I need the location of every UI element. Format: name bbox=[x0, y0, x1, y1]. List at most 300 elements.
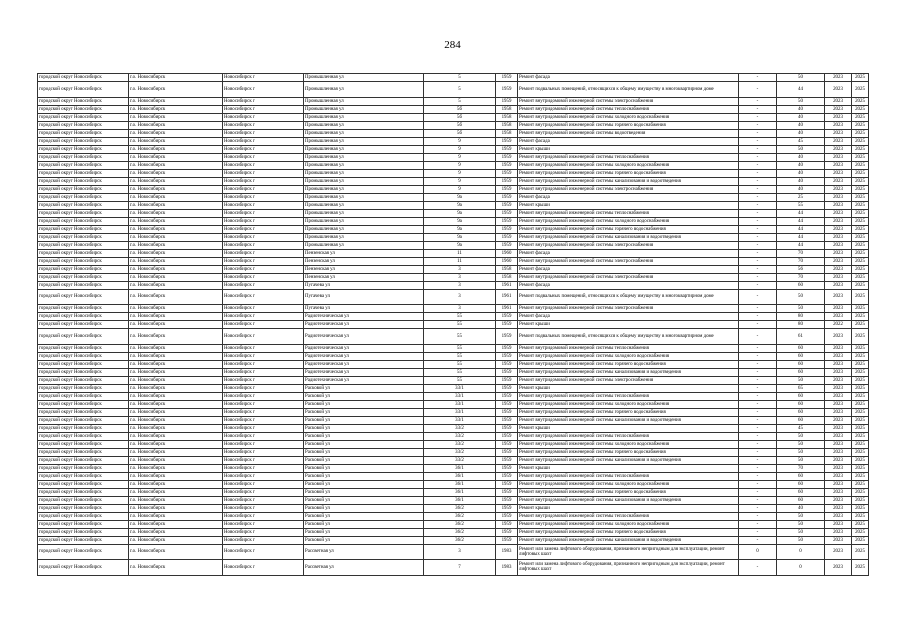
cell-year: 1959 bbox=[496, 74, 518, 82]
cell-start-year: 2023 bbox=[825, 82, 852, 98]
cell-start-year: 2023 bbox=[825, 360, 852, 368]
cell-start-year: 2023 bbox=[825, 512, 852, 520]
table-row bbox=[38, 241, 869, 249]
cell-cost: - bbox=[739, 137, 777, 145]
cell-settlement: г.о. Новосибирск bbox=[129, 528, 223, 536]
cell-year: 1959 bbox=[496, 145, 518, 153]
cell-year: 1959 bbox=[496, 376, 518, 384]
cell-volume: 61 bbox=[777, 329, 825, 345]
cell-work-type: Ремонт фасада bbox=[518, 313, 739, 321]
cell-city: Новосибирск г bbox=[223, 129, 304, 137]
cell-settlement: г.о. Новосибирск bbox=[129, 265, 223, 273]
table-row bbox=[38, 488, 869, 496]
cell-volume: 60 bbox=[777, 360, 825, 368]
cell-volume: 50 bbox=[777, 512, 825, 520]
table-row bbox=[38, 344, 869, 352]
cell-end-year: 2025 bbox=[852, 376, 869, 384]
cell-work-type: Ремонт внутридомовой инженерной системы канализования и водоотведения bbox=[518, 496, 739, 504]
table-row bbox=[38, 97, 869, 105]
cell-year: 1959 bbox=[496, 241, 518, 249]
cell-house: 9а bbox=[424, 233, 496, 241]
cell-volume: 50 bbox=[777, 536, 825, 544]
cell-work-type: Ремонт подвальных помещений, относящихся к общему имуществу в многоквартирном доме bbox=[518, 82, 739, 98]
cell-street: Пугачева ул bbox=[304, 281, 424, 289]
cell-start-year: 2023 bbox=[825, 225, 852, 233]
cell-end-year: 2025 bbox=[852, 169, 869, 177]
cell-volume: 60 bbox=[777, 400, 825, 408]
cell-work-type: Ремонт внутридомовой инженерной системы холодного водоснабжения bbox=[518, 440, 739, 448]
cell-municipality: городской округ Новосибирск bbox=[38, 536, 129, 544]
cell-work-type: Ремонт внутридомовой инженерной системы водоотведения bbox=[518, 129, 739, 137]
cell-settlement: г.о. Новосибирск bbox=[129, 233, 223, 241]
cell-end-year: 2025 bbox=[852, 113, 869, 121]
table-row bbox=[38, 209, 869, 217]
cell-street: Расковой ул bbox=[304, 464, 424, 472]
cell-work-type: Ремонт внутридомовой инженерной системы теплоснабжения bbox=[518, 472, 739, 480]
cell-city: Новосибирск г bbox=[223, 416, 304, 424]
cell-end-year: 2025 bbox=[852, 456, 869, 464]
cell-start-year: 2023 bbox=[825, 153, 852, 161]
cell-street: Промышленная ул bbox=[304, 209, 424, 217]
cell-start-year: 2023 bbox=[825, 504, 852, 512]
cell-cost: - bbox=[739, 321, 777, 329]
cell-street: Пугачева ул bbox=[304, 289, 424, 305]
cell-volume: 40 bbox=[777, 169, 825, 177]
cell-settlement: г.о. Новосибирск bbox=[129, 129, 223, 137]
cell-year: 1959 bbox=[496, 368, 518, 376]
cell-cost: - bbox=[739, 82, 777, 98]
cell-start-year: 2023 bbox=[825, 177, 852, 185]
cell-municipality: городской округ Новосибирск bbox=[38, 512, 129, 520]
cell-work-type: Ремонт внутридомовой инженерной системы горячего водоснабжения bbox=[518, 225, 739, 233]
cell-street: Пензенская ул bbox=[304, 273, 424, 281]
cell-city: Новосибирск г bbox=[223, 313, 304, 321]
cell-settlement: г.о. Новосибирск bbox=[129, 488, 223, 496]
cell-municipality: городской округ Новосибирск bbox=[38, 161, 129, 169]
cell-settlement: г.о. Новосибирск bbox=[129, 536, 223, 544]
cell-city: Новосибирск г bbox=[223, 464, 304, 472]
cell-house: 5б bbox=[424, 105, 496, 113]
cell-volume: 50 bbox=[777, 145, 825, 153]
table-row bbox=[38, 329, 869, 345]
cell-settlement: г.о. Новосибирск bbox=[129, 241, 223, 249]
cell-year: 1959 bbox=[496, 169, 518, 177]
table-row bbox=[38, 392, 869, 400]
cell-end-year: 2025 bbox=[852, 496, 869, 504]
cell-volume: 0 bbox=[777, 544, 825, 560]
cell-cost: - bbox=[739, 400, 777, 408]
cell-house: 36/2 bbox=[424, 520, 496, 528]
cell-municipality: городской округ Новосибирск bbox=[38, 177, 129, 185]
cell-municipality: городской округ Новосибирск bbox=[38, 544, 129, 560]
cell-work-type: Ремонт внутридомовой инженерной системы электроснабжения bbox=[518, 273, 739, 281]
cell-street: Радиотехническая ул bbox=[304, 352, 424, 360]
cell-start-year: 2023 bbox=[825, 472, 852, 480]
table-row bbox=[38, 153, 869, 161]
cell-cost: - bbox=[739, 432, 777, 440]
cell-city: Новосибирск г bbox=[223, 273, 304, 281]
cell-year: 1959 bbox=[496, 225, 518, 233]
cell-city: Новосибирск г bbox=[223, 233, 304, 241]
cell-city: Новосибирск г bbox=[223, 496, 304, 504]
cell-cost: - bbox=[739, 408, 777, 416]
table-row bbox=[38, 448, 869, 456]
cell-work-type: Ремонт крыши bbox=[518, 424, 739, 432]
cell-work-type: Ремонт внутридомовой инженерной системы горячего водоснабжения bbox=[518, 408, 739, 416]
cell-settlement: г.о. Новосибирск bbox=[129, 432, 223, 440]
table-row bbox=[38, 193, 869, 201]
cell-house: 33/2 bbox=[424, 440, 496, 448]
cell-settlement: г.о. Новосибирск bbox=[129, 464, 223, 472]
table-row bbox=[38, 129, 869, 137]
cell-street: Промышленная ул bbox=[304, 153, 424, 161]
cell-municipality: городской округ Новосибирск bbox=[38, 488, 129, 496]
cell-end-year: 2025 bbox=[852, 97, 869, 105]
cell-work-type: Ремонт фасада bbox=[518, 74, 739, 82]
cell-work-type: Ремонт фасада bbox=[518, 281, 739, 289]
cell-cost: - bbox=[739, 161, 777, 169]
cell-street: Радиотехническая ул bbox=[304, 368, 424, 376]
cell-municipality: городской округ Новосибирск bbox=[38, 97, 129, 105]
cell-settlement: г.о. Новосибирск bbox=[129, 201, 223, 209]
cell-start-year: 2023 bbox=[825, 488, 852, 496]
cell-cost: - bbox=[739, 217, 777, 225]
table-row bbox=[38, 560, 869, 576]
cell-municipality: городской округ Новосибирск bbox=[38, 225, 129, 233]
cell-end-year: 2025 bbox=[852, 225, 869, 233]
cell-settlement: г.о. Новосибирск bbox=[129, 321, 223, 329]
cell-end-year: 2025 bbox=[852, 233, 869, 241]
cell-city: Новосибирск г bbox=[223, 344, 304, 352]
cell-city: Новосибирск г bbox=[223, 360, 304, 368]
cell-house: 36/2 bbox=[424, 528, 496, 536]
cell-start-year: 2023 bbox=[825, 185, 852, 193]
cell-work-type: Ремонт внутридомовой инженерной системы холодного водоснабжения bbox=[518, 113, 739, 121]
table-row bbox=[38, 360, 869, 368]
cell-city: Новосибирск г bbox=[223, 376, 304, 384]
cell-settlement: г.о. Новосибирск bbox=[129, 496, 223, 504]
cell-street: Радиотехническая ул bbox=[304, 344, 424, 352]
cell-municipality: городской округ Новосибирск bbox=[38, 74, 129, 82]
cell-municipality: городской округ Новосибирск bbox=[38, 376, 129, 384]
cell-year: 1958 bbox=[496, 113, 518, 121]
cell-work-type: Ремонт фасада bbox=[518, 137, 739, 145]
cell-city: Новосибирск г bbox=[223, 97, 304, 105]
cell-municipality: городской округ Новосибирск bbox=[38, 129, 129, 137]
cell-settlement: г.о. Новосибирск bbox=[129, 424, 223, 432]
cell-year: 1959 bbox=[496, 416, 518, 424]
cell-house: 55 bbox=[424, 376, 496, 384]
cell-street: Расковой ул bbox=[304, 400, 424, 408]
cell-settlement: г.о. Новосибирск bbox=[129, 480, 223, 488]
cell-start-year: 2023 bbox=[825, 480, 852, 488]
cell-volume: 50 bbox=[777, 74, 825, 82]
cell-municipality: городской округ Новосибирск bbox=[38, 384, 129, 392]
cell-start-year: 2023 bbox=[825, 344, 852, 352]
cell-end-year: 2025 bbox=[852, 273, 869, 281]
cell-cost: - bbox=[739, 528, 777, 536]
cell-volume: 44 bbox=[777, 82, 825, 98]
cell-year: 1959 bbox=[496, 384, 518, 392]
table-row bbox=[38, 544, 869, 560]
cell-year: 1959 bbox=[496, 233, 518, 241]
cell-year: 1959 bbox=[496, 520, 518, 528]
cell-settlement: г.о. Новосибирск bbox=[129, 512, 223, 520]
cell-house: 33/2 bbox=[424, 456, 496, 464]
cell-start-year: 2023 bbox=[825, 289, 852, 305]
cell-end-year: 2025 bbox=[852, 281, 869, 289]
cell-start-year: 2023 bbox=[825, 520, 852, 528]
cell-volume: 40 bbox=[777, 105, 825, 113]
cell-end-year: 2025 bbox=[852, 512, 869, 520]
cell-house: 5б bbox=[424, 121, 496, 129]
cell-volume: 60 bbox=[777, 408, 825, 416]
cell-municipality: городской округ Новосибирск bbox=[38, 145, 129, 153]
cell-cost: - bbox=[739, 424, 777, 432]
cell-volume: 44 bbox=[777, 241, 825, 249]
cell-volume: 44 bbox=[777, 209, 825, 217]
cell-house: 36/1 bbox=[424, 480, 496, 488]
cell-cost: - bbox=[739, 456, 777, 464]
cell-municipality: городской округ Новосибирск bbox=[38, 480, 129, 488]
cell-work-type: Ремонт внутридомовой инженерной системы электроснабжения bbox=[518, 257, 739, 265]
cell-settlement: г.о. Новосибирск bbox=[129, 392, 223, 400]
cell-cost: - bbox=[739, 289, 777, 305]
cell-street: Расковой ул bbox=[304, 424, 424, 432]
cell-work-type: Ремонт внутридомовой инженерной системы канализования и водоотведения bbox=[518, 416, 739, 424]
table-row bbox=[38, 257, 869, 265]
cell-street: Промышленная ул bbox=[304, 137, 424, 145]
cell-end-year: 2025 bbox=[852, 161, 869, 169]
cell-city: Новосибирск г bbox=[223, 209, 304, 217]
cell-end-year: 2025 bbox=[852, 129, 869, 137]
cell-city: Новосибирск г bbox=[223, 217, 304, 225]
cell-volume: 60 bbox=[777, 368, 825, 376]
cell-volume: 40 bbox=[777, 153, 825, 161]
cell-end-year: 2025 bbox=[852, 432, 869, 440]
cell-street: Промышленная ул bbox=[304, 177, 424, 185]
cell-end-year: 2025 bbox=[852, 424, 869, 432]
cell-work-type: Ремонт крыши bbox=[518, 201, 739, 209]
cell-city: Новосибирск г bbox=[223, 528, 304, 536]
cell-end-year: 2025 bbox=[852, 201, 869, 209]
cell-start-year: 2023 bbox=[825, 161, 852, 169]
cell-end-year: 2025 bbox=[852, 464, 869, 472]
cell-start-year: 2023 bbox=[825, 265, 852, 273]
cell-city: Новосибирск г bbox=[223, 392, 304, 400]
cell-street: Расковой ул bbox=[304, 416, 424, 424]
cell-house: 36/2 bbox=[424, 536, 496, 544]
cell-street: Промышленная ул bbox=[304, 145, 424, 153]
cell-work-type: Ремонт внутридомовой инженерной системы теплоснабжения bbox=[518, 344, 739, 352]
cell-house: 36/2 bbox=[424, 512, 496, 520]
cell-work-type: Ремонт внутридомовой инженерной системы холодного водоснабжения bbox=[518, 217, 739, 225]
cell-settlement: г.о. Новосибирск bbox=[129, 161, 223, 169]
cell-municipality: городской округ Новосибирск bbox=[38, 560, 129, 576]
cell-settlement: г.о. Новосибирск bbox=[129, 113, 223, 121]
cell-city: Новосибирск г bbox=[223, 82, 304, 98]
cell-volume: 50 bbox=[777, 432, 825, 440]
cell-work-type: Ремонт внутридомовой инженерной системы холодного водоснабжения bbox=[518, 400, 739, 408]
cell-municipality: городской округ Новосибирск bbox=[38, 329, 129, 345]
cell-house: 33/2 bbox=[424, 432, 496, 440]
cell-city: Новосибирск г bbox=[223, 137, 304, 145]
cell-city: Новосибирск г bbox=[223, 400, 304, 408]
cell-settlement: г.о. Новосибирск bbox=[129, 384, 223, 392]
cell-cost: - bbox=[739, 185, 777, 193]
cell-street: Радиотехническая ул bbox=[304, 321, 424, 329]
cell-start-year: 2023 bbox=[825, 352, 852, 360]
cell-house: 36/1 bbox=[424, 464, 496, 472]
cell-work-type: Ремонт внутридомовой инженерной системы горячего водоснабжения bbox=[518, 169, 739, 177]
page-number: 284 bbox=[444, 39, 461, 51]
cell-house: 5 bbox=[424, 97, 496, 105]
cell-cost: - bbox=[739, 241, 777, 249]
cell-settlement: г.о. Новосибирск bbox=[129, 360, 223, 368]
cell-street: Промышленная ул bbox=[304, 193, 424, 201]
cell-year: 1959 bbox=[496, 536, 518, 544]
cell-municipality: городской округ Новосибирск bbox=[38, 201, 129, 209]
cell-settlement: г.о. Новосибирск bbox=[129, 217, 223, 225]
cell-volume: 80 bbox=[777, 313, 825, 321]
cell-city: Новосибирск г bbox=[223, 153, 304, 161]
cell-volume: 40 bbox=[777, 129, 825, 137]
cell-municipality: городской округ Новосибирск bbox=[38, 448, 129, 456]
table-row bbox=[38, 82, 869, 98]
cell-city: Новосибирск г bbox=[223, 177, 304, 185]
table-row bbox=[38, 113, 869, 121]
cell-street: Расковой ул bbox=[304, 472, 424, 480]
cell-city: Новосибирск г bbox=[223, 536, 304, 544]
cell-volume: 50 bbox=[777, 456, 825, 464]
cell-work-type: Ремонт внутридомовой инженерной системы холодного водоснабжения bbox=[518, 480, 739, 488]
cell-municipality: городской округ Новосибирск bbox=[38, 424, 129, 432]
cell-cost: - bbox=[739, 121, 777, 129]
cell-house: 3 bbox=[424, 281, 496, 289]
cell-year: 1959 bbox=[496, 424, 518, 432]
cell-start-year: 2023 bbox=[825, 408, 852, 416]
cell-cost: - bbox=[739, 249, 777, 257]
cell-year: 1961 bbox=[496, 305, 518, 313]
cell-street: Расковой ул bbox=[304, 480, 424, 488]
cell-house: 33/2 bbox=[424, 448, 496, 456]
cell-year: 1959 bbox=[496, 217, 518, 225]
cell-year: 1961 bbox=[496, 289, 518, 305]
table-row bbox=[38, 432, 869, 440]
cell-year: 1959 bbox=[496, 185, 518, 193]
cell-year: 1959 bbox=[496, 408, 518, 416]
cell-city: Новосибирск г bbox=[223, 448, 304, 456]
cell-end-year: 2025 bbox=[852, 305, 869, 313]
cell-house: 11 bbox=[424, 257, 496, 265]
cell-volume: 50 bbox=[777, 440, 825, 448]
table-row bbox=[38, 185, 869, 193]
cell-year: 1959 bbox=[496, 488, 518, 496]
cell-start-year: 2023 bbox=[825, 201, 852, 209]
cell-end-year: 2025 bbox=[852, 241, 869, 249]
cell-end-year: 2025 bbox=[852, 321, 869, 329]
cell-house: 11 bbox=[424, 249, 496, 257]
cell-end-year: 2025 bbox=[852, 177, 869, 185]
cell-street: Расковой ул bbox=[304, 432, 424, 440]
cell-year: 1960 bbox=[496, 257, 518, 265]
cell-settlement: г.о. Новосибирск bbox=[129, 153, 223, 161]
cell-street: Расковой ул bbox=[304, 496, 424, 504]
cell-settlement: г.о. Новосибирск bbox=[129, 105, 223, 113]
cell-end-year: 2025 bbox=[852, 145, 869, 153]
cell-cost: - bbox=[739, 305, 777, 313]
cell-volume: 60 bbox=[777, 472, 825, 480]
cell-house: 9 bbox=[424, 161, 496, 169]
cell-settlement: г.о. Новосибирск bbox=[129, 440, 223, 448]
cell-volume: 60 bbox=[777, 281, 825, 289]
cell-house: 36/1 bbox=[424, 496, 496, 504]
cell-end-year: 2025 bbox=[852, 392, 869, 400]
cell-city: Новосибирск г bbox=[223, 121, 304, 129]
cell-city: Новосибирск г bbox=[223, 105, 304, 113]
cell-volume: 50 bbox=[777, 520, 825, 528]
cell-work-type: Ремонт внутридомовой инженерной системы канализования и водоотведения bbox=[518, 456, 739, 464]
table-row bbox=[38, 265, 869, 273]
cell-cost: - bbox=[739, 281, 777, 289]
cell-settlement: г.о. Новосибирск bbox=[129, 185, 223, 193]
cell-end-year: 2025 bbox=[852, 249, 869, 257]
cell-house: 55 bbox=[424, 344, 496, 352]
cell-cost: - bbox=[739, 153, 777, 161]
cell-municipality: городской округ Новосибирск bbox=[38, 305, 129, 313]
cell-cost: - bbox=[739, 329, 777, 345]
cell-settlement: г.о. Новосибирск bbox=[129, 472, 223, 480]
cell-street: Расковой ул bbox=[304, 536, 424, 544]
table-row bbox=[38, 273, 869, 281]
cell-cost: - bbox=[739, 416, 777, 424]
cell-city: Новосибирск г bbox=[223, 408, 304, 416]
cell-city: Новосибирск г bbox=[223, 305, 304, 313]
cell-start-year: 2023 bbox=[825, 400, 852, 408]
cell-volume: 25 bbox=[777, 193, 825, 201]
cell-settlement: г.о. Новосибирск bbox=[129, 169, 223, 177]
table-row bbox=[38, 416, 869, 424]
cell-work-type: Ремонт внутридомовой инженерной системы канализования и водоотведения bbox=[518, 177, 739, 185]
table-row bbox=[38, 528, 869, 536]
cell-work-type: Ремонт подвальных помещений, относящихся к общему имуществу в многоквартирном доме bbox=[518, 289, 739, 305]
cell-house: 9а bbox=[424, 201, 496, 209]
cell-start-year: 2023 bbox=[825, 233, 852, 241]
cell-street: Промышленная ул bbox=[304, 82, 424, 98]
cell-cost: - bbox=[739, 113, 777, 121]
cell-municipality: городской округ Новосибирск bbox=[38, 257, 129, 265]
cell-street: Расковой ул bbox=[304, 488, 424, 496]
cell-street: Радиотехническая ул bbox=[304, 360, 424, 368]
cell-cost: - bbox=[739, 257, 777, 265]
cell-cost: - bbox=[739, 97, 777, 105]
cell-volume: 40 bbox=[777, 504, 825, 512]
cell-year: 1959 bbox=[496, 504, 518, 512]
table-row bbox=[38, 177, 869, 185]
cell-settlement: г.о. Новосибирск bbox=[129, 82, 223, 98]
table-row bbox=[38, 464, 869, 472]
cell-year: 1959 bbox=[496, 352, 518, 360]
cell-street: Расковой ул bbox=[304, 504, 424, 512]
table-row bbox=[38, 105, 869, 113]
cell-year: 1959 bbox=[496, 82, 518, 98]
cell-year: 1959 bbox=[496, 161, 518, 169]
cell-street: Промышленная ул bbox=[304, 185, 424, 193]
table-row bbox=[38, 472, 869, 480]
cell-work-type: Ремонт внутридомовой инженерной системы канализования и водоотведения bbox=[518, 536, 739, 544]
cell-volume: 56 bbox=[777, 265, 825, 273]
cell-house: 33/1 bbox=[424, 408, 496, 416]
